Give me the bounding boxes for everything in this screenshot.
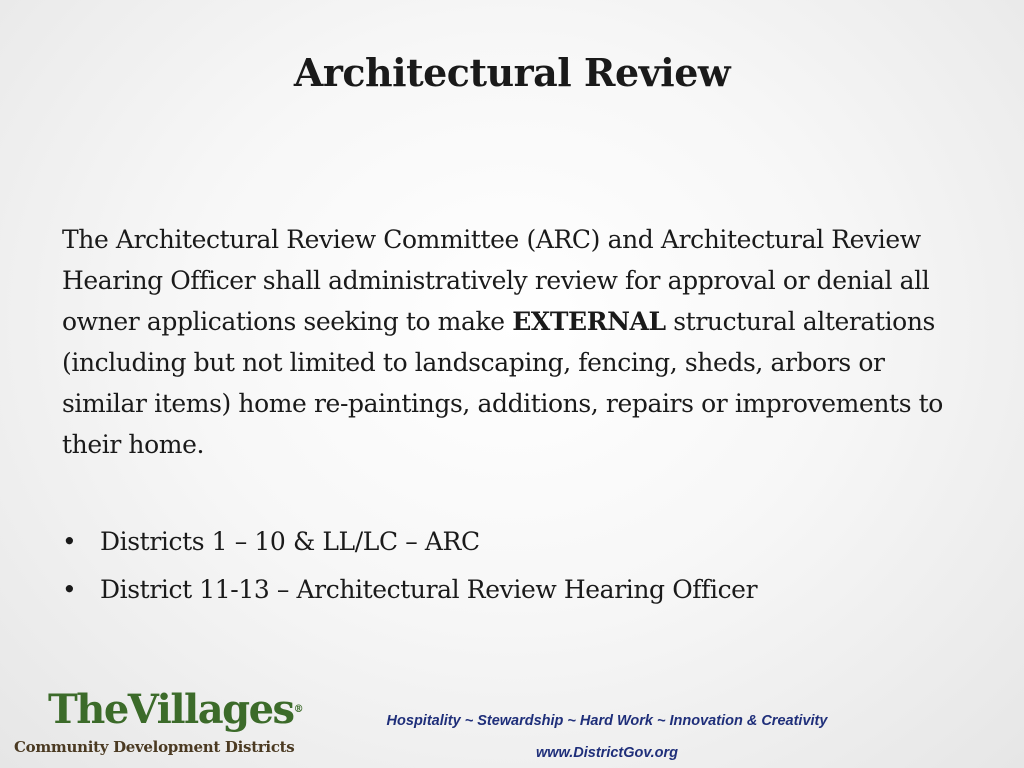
bullet-text: Districts 1 – 10 & LL/LC – ARC xyxy=(100,527,480,556)
logo-subtitle: Community Development Districts xyxy=(14,738,295,756)
bullet-text: District 11-13 – Architectural Review Hearing Officer xyxy=(100,575,758,604)
body-paragraph xyxy=(62,219,962,465)
footer-tagline: Hospitality ~ Stewardship ~ Hard Work ~ Innovation & Creativity xyxy=(386,713,828,729)
paragraph-text-after: structural alterations (including but not limited to landscaping, fencing, sheds, arbors or similar items) home re-paintings, additions, repairs or improvements to their home. xyxy=(62,307,943,459)
bullet-item xyxy=(62,566,962,614)
paragraph-emphasis: EXTERNAL xyxy=(512,307,666,336)
bullet-icon: • xyxy=(62,575,77,604)
the-villages-logo xyxy=(14,686,314,762)
registered-mark: ® xyxy=(293,704,304,715)
bullet-icon: • xyxy=(62,527,77,556)
bullet-item xyxy=(62,518,962,566)
slide-title: Architectural Review xyxy=(293,50,731,95)
paragraph-text-before: The Architectural Review Committee (ARC) and Architectural Review Hearing Officer shall administratively review for approval or denial all owner applications seeking to make xyxy=(62,225,930,336)
bullet-list xyxy=(62,518,962,614)
logo-wordmark: TheVillages® xyxy=(48,686,304,733)
footer-website-link[interactable]: www.DistrictGov.org xyxy=(535,745,679,761)
